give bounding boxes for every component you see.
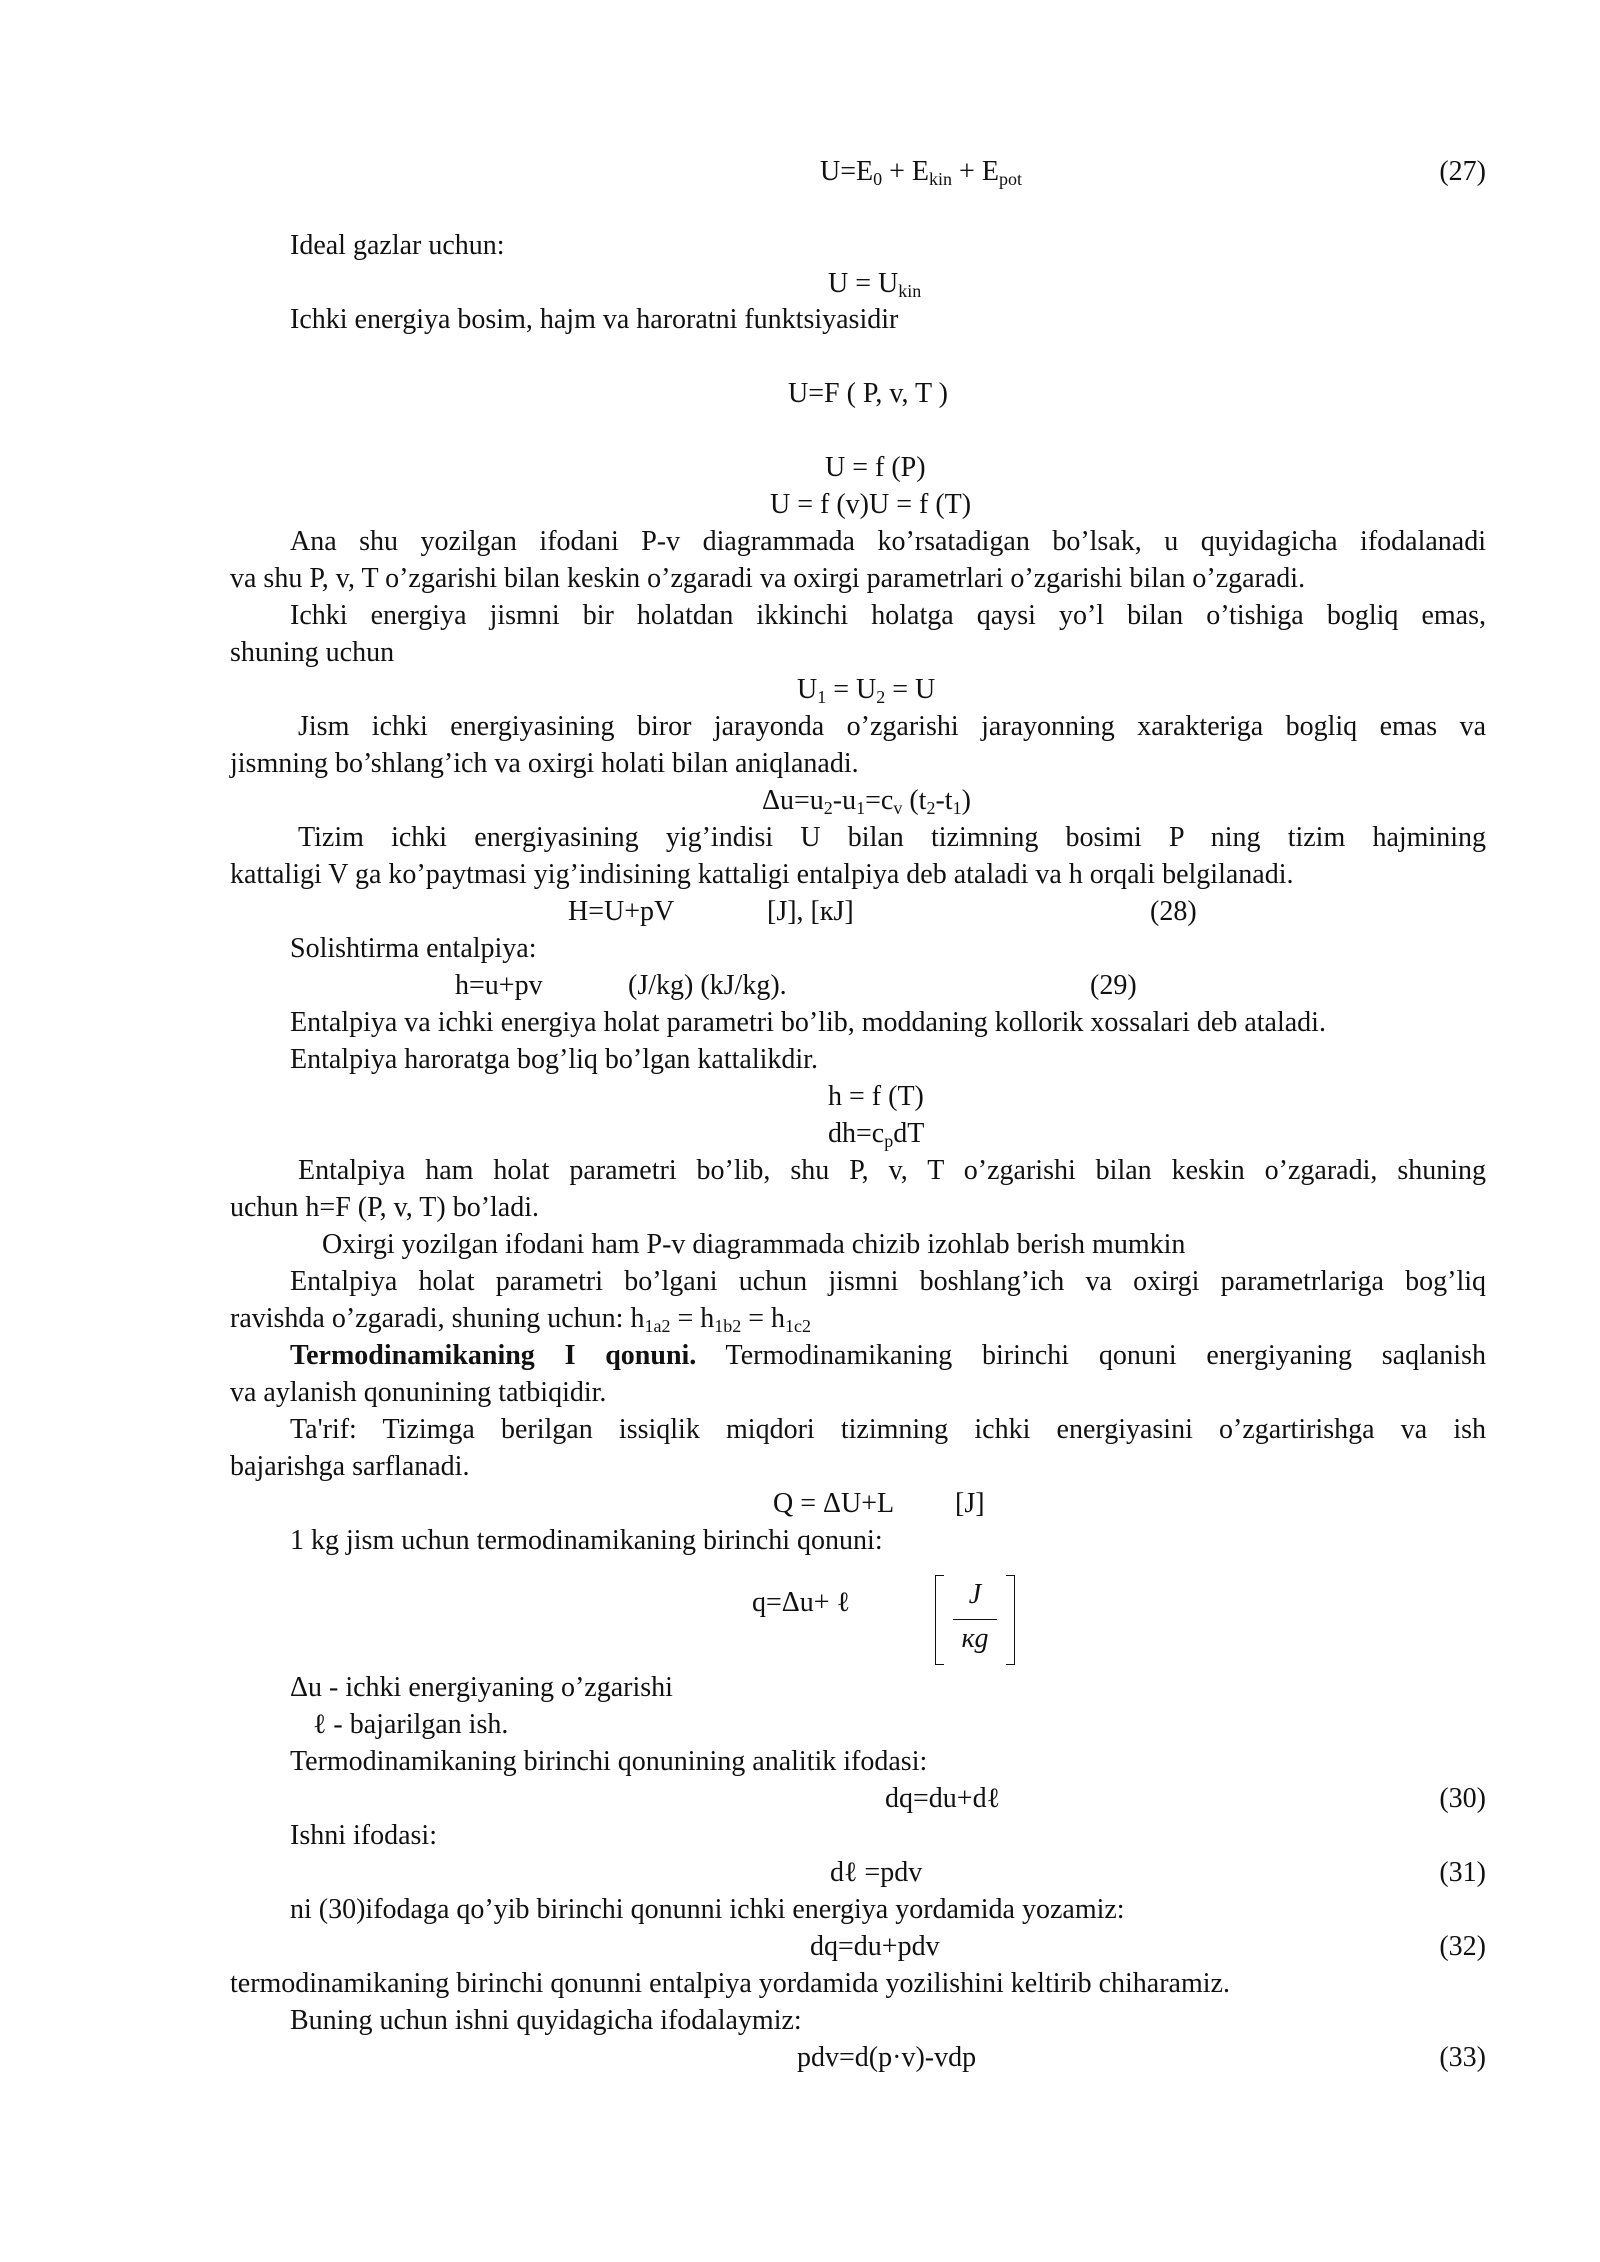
equation-u-fv-fT: U = f (v)U = f (T) <box>770 489 972 520</box>
paragraph-8: Oxirgi yozilgan ifodani ham P-v diagrammada chizib izohlab berish mumkin <box>322 1229 1186 1260</box>
paragraph-3-line-2: jismning bo’shlang’ich va oxirgi holati bilan aniqlanadi. <box>230 748 859 779</box>
equation-29-units: (J/kg) (kJ/kg). <box>628 970 787 1001</box>
equation-33: pdv=d(p·v)-vdp <box>797 2042 977 2073</box>
equation-u1-u2: $U_1 = U_2 = U$ <box>797 674 936 707</box>
work-rewrite-line: Buning uchun ishni quyidagicha ifodalaymiz: <box>290 2005 802 2036</box>
paragraph-10-line-2: va aylanish qonunining tatbiqidir. <box>230 1377 607 1408</box>
equation-u-F: U=F ( P, v, T ) <box>788 378 948 409</box>
equation-delta-u: $\Delta u=u_2-u_1=c_v$ $(t_2-t_1)$ <box>762 785 971 818</box>
equation-number-30: (30) <box>1439 1783 1486 1814</box>
equation-28: H=U+pV <box>568 896 675 927</box>
equation-32: dq=du+pdv <box>810 1931 940 1962</box>
equation-Q: Q = ΔU+L <box>773 1488 895 1519</box>
paragraph-11-line-1: Ta'rif: Tizimga berilgan issiqlik miqdori tizimning ichki energiyasini o’zgartirishga va ish <box>290 1414 1486 1445</box>
equation-number-31: (31) <box>1439 1857 1486 1888</box>
substitution-line: ni (30)ifodaga qo’yib birinchi qonunni ichki energiya yordamida yozamiz: <box>290 1894 1125 1925</box>
paragraph-6: Entalpiya haroratga bog’liq bo’lgan kattalikdir. <box>290 1044 818 1075</box>
right-bracket <box>1006 1575 1015 1665</box>
enthalpy-form-line: termodinamikaning birinchi qonunni entalpiya yordamida yozilishini keltirib chiharamiz. <box>230 1968 1230 1999</box>
paragraph-9-line-1: Entalpiya holat parametri bo’lgani uchun jismni boshlang’ich va oxirgi parametrlariga bog’liq <box>290 1266 1486 1297</box>
equation-28-units: [J], [кJ] <box>767 896 854 927</box>
analytic-form-line: Termodinamikaning birinchi qonunining analitik ifodasi: <box>290 1746 928 1777</box>
equation-27: $U=E_0 + E_{kin} + E_{pot}$ <box>820 156 1022 189</box>
fraction-bar <box>953 1619 997 1620</box>
work-expression-line: Ishni ifodasi: <box>290 1820 437 1851</box>
equation-31: dℓ =pdv <box>830 1857 923 1888</box>
paragraph-4-line-1: Tizim ichki energiyasining yig’indisi U bilan tizimning bosimi P ning tizim hajmining <box>298 822 1486 853</box>
fraction-numerator: J <box>968 1579 982 1610</box>
paragraph-1-line-2: va shu P, v, T o’zgarishi bilan keskin o’zgaradi va oxirgi parametrlari o’zgarishi bilan o’zgaradi. <box>230 563 1306 594</box>
first-law-heading: Termodinamikaning I qonuni. <box>290 1340 697 1371</box>
equation-Q-units: [J] <box>955 1488 985 1519</box>
unit-bracket-fraction <box>935 1575 1015 1665</box>
equation-number-28: (28) <box>1150 896 1197 927</box>
paragraph-7-line-1: Entalpiya ham holat parametri bo’lib, shu P, v, T o’zgarishi bilan keskin o’zgaradi, shuning <box>298 1155 1486 1186</box>
definition-l: ℓ - bajarilgan ish. <box>313 1709 509 1740</box>
equation-30: dq=du+dℓ <box>885 1783 1000 1814</box>
paragraph-1-line-1: Ana shu yozilgan ifodani P-v diagrammada ko’rsatadigan bo’lsak, u quyidagicha ifodalanadi <box>290 526 1486 557</box>
paragraph-9-line-2: ravishda o’zgaradi, shuning uchun: $h_{1a2} = h_{1b2} = h_{1c2}$ <box>230 1303 812 1336</box>
paragraph-2-line-1: Ichki energiya jismni bir holatdan ikkinchi holatga qaysi yo’l bilan o’tishiga bogliq emas, <box>290 600 1486 631</box>
equation-number-29: (29) <box>1090 970 1137 1001</box>
internal-energy-function-line: Ichki energiya bosim, hajm va haroratni funktsiyasidir <box>290 304 899 335</box>
specific-enthalpy-line: Solishtirma entalpiya: <box>290 933 537 964</box>
equation-h-fT: h = f (T) <box>828 1081 924 1112</box>
one-kg-line: 1 kg jism uchun termodinamikaning birinchi qonuni: <box>290 1525 883 1556</box>
equation-29: h=u+pv <box>455 970 543 1001</box>
equation-u-ukin: $U = U_{kin}$ <box>828 268 922 301</box>
equation-number-33: (33) <box>1439 2042 1486 2073</box>
paragraph-4-line-2: kattaligi V ga ko’paytmasi yig’indisining kattaligi entalpiya deb ataladi va h orqali belgilanadi. <box>230 859 1294 890</box>
paragraph-7-line-2: uchun h=F (P, v, T) bo’ladi. <box>230 1192 539 1223</box>
paragraph-5: Entalpiya va ichki energiya holat parametri bo’lib, moddaning kollorik xossalari deb ataladi. <box>290 1007 1326 1038</box>
equation-dh: $dh=c_pdT$ <box>828 1118 925 1151</box>
ideal-gas-line: Ideal gazlar uchun: <box>290 230 505 261</box>
equation-number-27: (27) <box>1439 156 1486 187</box>
fraction-denominator: кg <box>961 1623 989 1654</box>
equation-number-32: (32) <box>1439 1931 1486 1962</box>
equation-q: q=Δu+ ℓ <box>752 1587 850 1618</box>
equation-u-fP: U = f (P) <box>825 452 926 483</box>
paragraph-10-line-1: Termodinamikaning I qonuni. Termodinamikaning birinchi qonuni energiyaning saqlanish <box>290 1340 1486 1371</box>
paragraph-3-line-1: Jism ichki energiyasining biror jarayonda o’zgarishi jarayonning xarakteriga bogliq emas va <box>298 711 1486 742</box>
definition-delta-u: Δu - ichki energiyaning o’zgarishi <box>290 1672 673 1703</box>
paragraph-2-line-2: shuning uchun <box>230 637 395 668</box>
paragraph-11-line-2: bajarishga sarflanadi. <box>230 1451 470 1482</box>
